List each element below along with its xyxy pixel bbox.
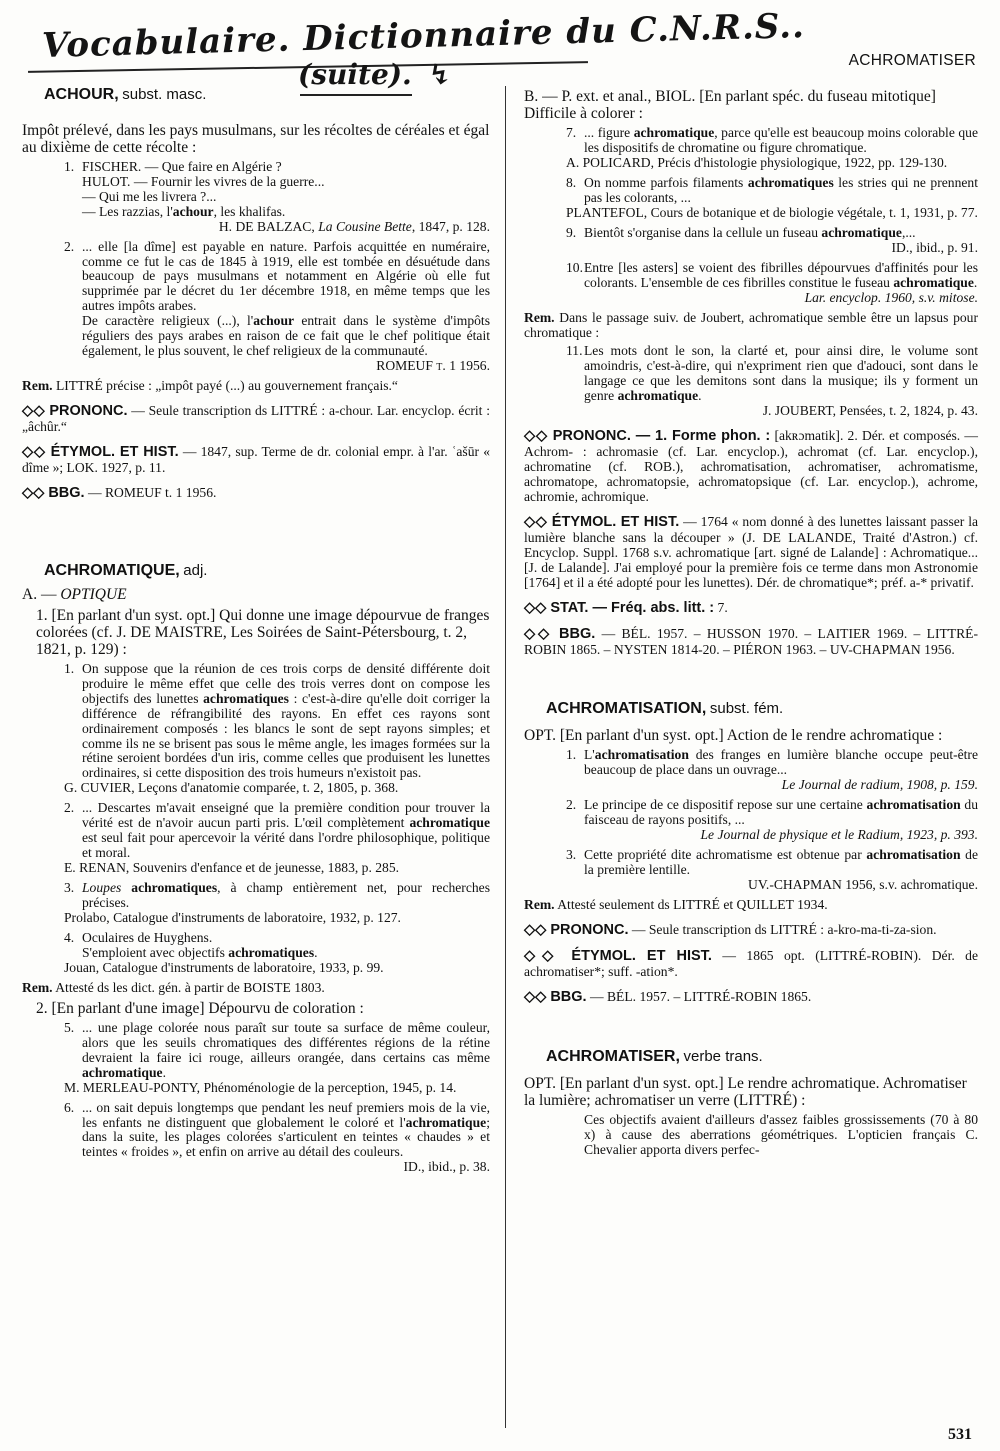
example-text: ... on sait depuis longtemps que pendant les neuf premiers mois de la vie, les enfants ne distinguent que globalement le coloré et l' (82, 1099, 490, 1130)
example-keyword: achour (253, 313, 295, 329)
section-text: — 1865 opt. (LITTRÉ-ROBIN). Dér. de achromatiser*; suff. -ation*. (524, 947, 978, 979)
example-number: 2. (64, 238, 75, 254)
example-source: PLANTEFOL, Cours de botanique et de biologie végétale, t. 1, 1931, p. 77. (566, 204, 978, 220)
example-source: ID., ibid., p. 38. (403, 1159, 490, 1175)
example-achromatique-2 (64, 800, 490, 876)
column-divider (505, 86, 506, 1428)
section-label: ◇◇ PRONONC. — 1. Forme phon. : (524, 428, 771, 445)
right-column (524, 88, 978, 1163)
remark-label: Rem. (524, 309, 555, 325)
gram-achour: subst. masc. (122, 86, 207, 103)
example-keyword: achromatiques (228, 944, 315, 960)
section-text: [akʀɔmatik]. 2. Dér. et composés. — Achrom- : achromasie (cf. Lar. encyclop.), achromat (cf. Lar. encyclop.), achromatine (cf. ROB.), achromatisation, achromatiser, achromatisme, achromatope, achromatopsie, achromatopsique (cf. Lar. encyclop.), achrome, achromie, achromique. (524, 428, 979, 505)
subsection-b: B. — P. ext. et anal., BIOL. [En parlant spéc. du fuseau mitotique] Difficile à colorer : (524, 88, 936, 123)
example-achromatique-9 (566, 224, 978, 256)
section-label: ◇◇ BBG. (22, 484, 85, 501)
example-text: ... Descartes m'avait enseigné que la première condition pour trouver la vérité est de n'avoir aucun parti pris. L'œil complètement (82, 800, 490, 831)
bbg-achour (22, 486, 490, 502)
example-text: On nomme parfois filaments (584, 174, 748, 190)
section-label: ◇◇ ÉTYMOL. ET HIST. (22, 444, 179, 460)
example-achromatique-5 (64, 1019, 490, 1096)
handwritten-mark: ↯ (427, 58, 452, 91)
example-keyword: achromatique (82, 1064, 163, 1080)
example-text: . (698, 388, 702, 404)
example-keyword: achromatiques (131, 880, 218, 896)
speaker: FISCHER. (82, 158, 142, 174)
remark-text: Attesté ds les dict. gén. à partir de BOISTE 1803. (52, 979, 325, 995)
example-text: ; dans la suite, les plages colorées s'articulent en teintes « chaudes » et teintes « froides », et enfin on arrive au détail des couleurs. (82, 1114, 490, 1160)
example-keyword: achromatique (633, 125, 715, 141)
entry-achromatique-heading (22, 562, 490, 580)
example-number: 4. (64, 929, 75, 945)
example-source: Lar. encyclop. 1960, s.v. mitose. (804, 289, 978, 305)
bbg-achromatique (524, 627, 978, 658)
example-text: . (973, 274, 978, 290)
definition-achromatisation: OPT. [En parlant d'un syst. opt.] Action de le rendre achromatique : (524, 727, 943, 745)
etym-achromatisation (524, 949, 978, 980)
example-achromatique-1 (64, 660, 490, 797)
source-ref: , 1847, p. 128. (411, 218, 490, 234)
example-text: De caractère religieux (...), l' (82, 313, 254, 329)
example-achromatisation-2 (566, 797, 978, 843)
example-text: — Qui me les livrera ?... (82, 188, 217, 204)
example-keyword: achour (172, 203, 214, 219)
example-source: G. CUVIER, Leçons d'anatomie comparée, t. 2, 1805, p. 368. (64, 780, 399, 796)
gram-achromatisation: subst. fém. (709, 699, 784, 717)
example-text: ... figure (584, 125, 634, 141)
example-keyword: achromatique (409, 815, 490, 831)
etym-achour (22, 445, 490, 476)
example-keyword: achromatique (893, 274, 974, 290)
spacer (524, 1014, 978, 1048)
example-source: UV.-CHAPMAN 1956, s.v. achromatique. (748, 876, 978, 892)
example-text: Cette propriété dite achromatisme est obtenue par (584, 847, 867, 863)
section-text: 7. (714, 599, 728, 615)
headword-achromatique: ACHROMATIQUE, (44, 561, 180, 579)
example-source: M. MERLEAU-PONTY, Phénoménologie de la perception, 1945, p. 14. (64, 1079, 457, 1095)
example-source (82, 220, 490, 235)
example-text: — Les razzias, l' (82, 203, 173, 219)
remark-achromatisation (524, 898, 978, 913)
remark-text: Attesté seulement ds LITTRÉ et QUILLET 1934. (554, 896, 828, 912)
example-text: des franges en lumière blanche occupe peut-être beaucoup de place dans un ouvrage... (584, 747, 978, 778)
example-achour-2 (64, 238, 490, 375)
example-source: ID., ibid., p. 91. (891, 239, 978, 255)
section-text: — BÉL. 1957. – LITTRÉ-ROBIN 1865. (586, 988, 812, 1004)
entry-achromatiser-heading (524, 1048, 978, 1066)
example-text: de la première lentille. (584, 847, 978, 878)
example-text: Entre [les asters] se voient des fibrilles dépourvues d'affinités pour les colorants. L'ensemble de ces fibrilles constitue le fuseau (584, 259, 978, 290)
section-label: ◇◇ BBG. (524, 625, 596, 642)
example-source: Le Journal de radium, 1908, p. 159. (781, 777, 978, 793)
spacer (22, 510, 490, 562)
example-achromatique-8 (566, 174, 978, 221)
remark-label: Rem. (22, 378, 53, 394)
definition-achour: Impôt prélevé, dans les pays musulmans, sur les récoltes de céréales et égal au dixième de cette récolte : (22, 121, 490, 156)
remark-text: LITTRÉ précise : „impôt payé (...) au gouvernement français.“ (52, 378, 398, 394)
example-number: 2. (64, 800, 75, 816)
remark-label: Rem. (524, 896, 555, 912)
example-keyword: achromatisation (866, 847, 961, 863)
definition-achromatiser: OPT. [En parlant d'un syst. opt.] Le rendre achromatique. Achromatiser la lumière; achromatiser un verre (LITTRÉ) : (524, 1075, 967, 1110)
gram-achromatique: adj. (183, 561, 208, 579)
entry-achromatisation-heading (524, 700, 978, 718)
example-source: E. RENAN, Souvenirs d'enfance et de jeunesse, 1883, p. 285. (64, 860, 400, 876)
example-text: . (162, 1064, 166, 1080)
prononc-achromatisation (524, 923, 978, 939)
example-text: est seul fait pour apercevoir la vérité dans l'ordre philosophique, politique et moral. (82, 830, 490, 861)
section-text: — BÉL. 1957. – HUSSON 1970. – LAITIER 1969. – LITTRÉ-ROBIN 1865. – NYSTEN 1814-20. – PIÉRON 1963. – UV-CHAPMAN 1956. (524, 625, 978, 657)
source-title: La Cousine Bette (318, 218, 412, 234)
section-text: — Seule transcription ds LITTRÉ : a-chour. Lar. encyclop. écrit : „âchûr.“ (22, 403, 490, 435)
example-number: 10. (566, 259, 583, 275)
bbg-achromatisation (524, 990, 978, 1006)
section-label: ◇◇ STAT. — Fréq. abs. litt. : (524, 599, 715, 616)
example-number: 9. (566, 224, 577, 240)
example-source: Prolabo, Catalogue d'instruments de laboratoire, 1932, p. 127. (64, 909, 401, 925)
example-achromatiser-1: Ces objectifs avaient d'ailleurs d'assez faibles grossissements (70 à 80 x) à cause des aberrations géométriques. L'opticien français C. Chevalier apporta divers perfec- (584, 1112, 978, 1158)
example-number: 8. (566, 174, 577, 190)
example-text: S'emploient avec objectifs (82, 944, 229, 960)
example-text: : c'est-à-dire qu'elle doit corriger la différence de réfrangibilité des rayons. En effet ces rayons sont ordinairement composés : les blancs le sont de sept rayons simples; et comme ils ne se brisent pas sous le même angle, les images formées sur la rétine seroient bordées d'un iris, comme celles que produisent les lunettes ordinaires, si cette disposition des trois humeurs n'existoit pas. (82, 690, 490, 781)
example-number: 1. (64, 158, 75, 174)
example-text: ... elle [la dîme] est payable en nature. Parfois acquittée en numéraire, comme ce fut le cas de 1845 à 1919, elle est tombée en désuétude dans beaucoup de pays musulmans et notamment en Algérie où elle fut supprimée par le décret du 1er décembre 1918, en même temps que les autres impôts arabes. (82, 238, 490, 314)
example-number: 7. (566, 125, 577, 141)
speaker: HULOT. (82, 173, 131, 189)
entry-achour-heading (22, 86, 490, 104)
example-text: On suppose que la réunion de ces trois corps de densité différente doit produire le même effet que celle des trois verres dont on compose les objectifs des lunettes (82, 660, 490, 706)
example-number: 1. (64, 660, 75, 676)
example-keyword: achromatique (821, 224, 902, 240)
section-text: — ROMEUF t. 1 1956. (84, 484, 217, 500)
example-keyword: achromatiques (747, 174, 834, 190)
section-label: ◇◇ ÉTYMOL. ET HIST. (524, 947, 712, 964)
etym-achromatique (524, 515, 978, 591)
section-text: — Seule transcription ds LITTRÉ : a-kro-ma-ti-za-sion. (628, 921, 937, 937)
example-text: du faisceau de rayons positifs, ... (584, 797, 978, 828)
example-achour-1 (64, 158, 490, 235)
example-achromatisation-3 (566, 847, 978, 893)
left-column (22, 86, 490, 1180)
example-number: 5. (64, 1019, 75, 1035)
example-text: Bientôt s'organise dans la cellule un fuseau (584, 224, 822, 240)
example-text: — Que faire en Algérie ? (141, 158, 282, 174)
example-achromatique-11 (566, 343, 978, 419)
example-achromatisation-1 (566, 747, 978, 793)
subsection-title: OPTIQUE (60, 585, 127, 603)
remark-achromatique-2 (524, 311, 978, 341)
section-label: ◇◇ BBG. (524, 988, 587, 1005)
example-text: ,... (901, 224, 916, 240)
definition-achromatique-2: 2. [En parlant d'une image] Dépourvu de coloration : (36, 999, 364, 1017)
example-text: L' (584, 747, 595, 763)
subsection-label: A. — (22, 585, 57, 603)
example-source: Jouan, Catalogue d'instruments de laboratoire, 1933, p. 99. (64, 959, 384, 975)
example-achromatique-6 (64, 1099, 490, 1176)
example-number: 6. (64, 1099, 75, 1115)
example-source: ROMEUF t. 1 1956. (376, 358, 490, 374)
example-achromatique-10 (566, 259, 978, 306)
example-text: — Fournir les vivres de la guerre... (130, 173, 325, 189)
page-number: 531 (948, 1426, 972, 1443)
subsection-a (22, 586, 490, 603)
example-text: . (314, 944, 318, 960)
example-number: 2. (566, 797, 577, 813)
example-text: , les khalifas. (213, 203, 286, 219)
section-text: — 1764 « nom donné à des lunettes laissant passer la lumière blanche sans la découper » (J. DE LALANDE, Traité d'Astron.) cf. Encyclop. Suppl. 1768 s.v. achromatique [art. signé de Lalande] : Achromatique... [J. de Lalande]. J'ai employé pour la première fois ce terme dans mon Astronomie [1764] et il a été adopté pour les lunettes). Dér. de chromatique*; préf. a-* privatif. (524, 514, 978, 590)
headword-achromatisation: ACHROMATISATION, (546, 699, 707, 717)
stat-achromatique (524, 601, 978, 617)
section-label: ◇◇ ÉTYMOL. ET HIST. (524, 514, 680, 530)
prononc-achour (22, 404, 490, 435)
example-keyword: achromatiques (203, 690, 289, 706)
example-number: 3. (566, 847, 577, 863)
remark-text: Dans le passage suiv. de Joubert, achromatique semble être un lapsus pour chromatique : (524, 309, 978, 340)
example-source: A. POLICARD, Précis d'histologie physiologique, 1922, pp. 129-130. (566, 155, 948, 170)
headword-achromatiser: ACHROMATISER, (546, 1047, 680, 1065)
section-label: ◇◇ PRONONC. (524, 921, 629, 938)
remark-achromatique-1 (22, 981, 490, 996)
example-text: , à champ entièrement net, pour recherches précises. (82, 880, 490, 911)
example-keyword: achromatisation (866, 797, 961, 813)
example-source: Le Journal de physique et le Radium, 1923, p. 393. (700, 827, 978, 843)
section-label: ◇◇ PRONONC. (22, 403, 128, 420)
running-head: ACHROMATISER (848, 52, 976, 69)
gram-achromatiser: verbe trans. (683, 1047, 763, 1065)
prononc-achromatique (524, 429, 978, 505)
example-keyword: achromatique (405, 1114, 487, 1130)
example-text: les stries qui ne prennent pas les colorants, ... (584, 174, 978, 205)
spacer (524, 666, 978, 700)
example-text: entrait dans le système d'impôts réguliers des pays arabes en raison de ce fait que le chef politique était également, le plus souvent, le chef religieux de la communauté. (82, 313, 490, 359)
example-text: ... une plage colorée nous paraît sur toute sa surface de même couleur, alors que les seuils chromatiques des différentes régions de la rétine devraient la faire ici rouge, ailleurs orangée, dans certains cas même (82, 1019, 490, 1065)
example-achromatique-4 (64, 929, 490, 976)
example-achromatique-3 (64, 880, 490, 926)
section-text: — 1847, sup. Terme de dr. colonial empr. à l'ar. ʿašūr « dîme »; LOK. 1927, p. 11. (22, 444, 490, 475)
example-number: 3. (64, 880, 75, 896)
example-text: Oculaires de Huyghens. (82, 929, 213, 945)
example-keyword: achromatique (617, 388, 699, 404)
remark-label: Rem. (22, 979, 53, 995)
headword-achour: ACHOUR, (44, 86, 119, 103)
handwritten-suite: (suite). (298, 58, 412, 91)
example-text: , parce qu'elle est beaucoup moins colorable que les dispositifs de chromatine ou figure chromatique. (584, 125, 978, 156)
example-achromatique-7 (566, 125, 978, 171)
handwritten-line-1: Vocabulaire. Dictionnaire du C.N.R.S.. (41, 6, 806, 66)
example-number: 1. (566, 747, 577, 763)
source-author: H. DE BALZAC, (218, 218, 315, 234)
example-text: Loupes (82, 880, 132, 896)
example-text: Les mots dont le son, la clarté et, pour ainsi dire, le volume sont amoindris, c'est-à-dire, qui n'expriment rien que d'adouci, sont dans le langage ce que les demitons sont dans la musique; ils y forment un genre (584, 343, 978, 404)
example-number: 11. (566, 343, 583, 359)
example-text: Le principe de ce dispositif repose sur une certaine (584, 797, 867, 813)
remark-achour (22, 379, 490, 394)
example-keyword: achromatisation (594, 747, 689, 763)
example-source: J. JOUBERT, Pensées, t. 2, 1824, p. 43. (762, 403, 978, 419)
definition-achromatique-1: 1. [En parlant d'un syst. opt.] Qui donne une image dépourvue de franges colorées (cf. J. DE MAISTRE, Les Soirées de Saint-Pétersbourg, t. 2, 1821, p. 129) : (36, 606, 490, 658)
